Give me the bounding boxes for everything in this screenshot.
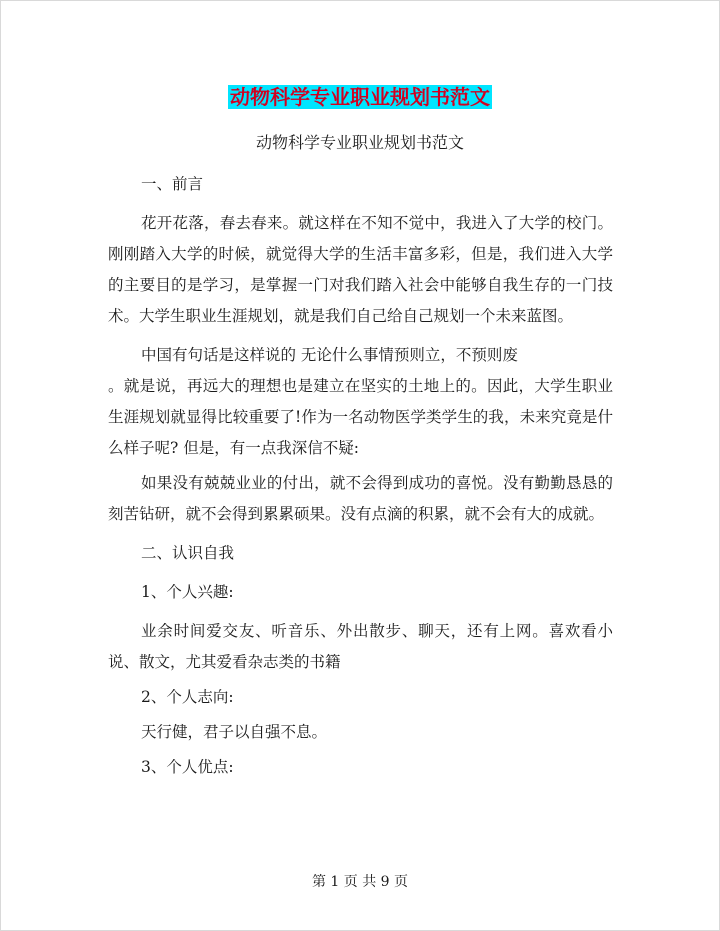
paragraph-interests: 业余时间爱交友、听音乐、外出散步、聊天，还有上网。喜欢看小说、散文，尤其爱看杂志类的书籍 [108,622,613,671]
paragraph-intro: 花开花落，春去春来。就这样在不知不觉中，我进入了大学的校门。刚刚踏入大学的时候，就觉得大学的生活丰富多彩，但是，我们进入大学的主要目的是学习，是掌握一门对我们踏入社会中能够自我生存的一门技术。大学生职业生涯规划，就是我们自己给自己规划一个未来蓝图。 [108,214,613,325]
subheading-strengths: 3、个人优点: [141,758,234,776]
paragraph-saying: 中国有句话是这样说的 无论什么事情预则立，不预则废 [141,346,518,364]
section-heading-self: 二、认识自我 [141,544,235,562]
highlighted-title: 动物科学专业职业规划书范文 [230,85,490,109]
paragraph-effort: 如果没有兢兢业业的付出，就不会得到成功的喜悦。没有勤勤恳恳的刻苦钻研，就不会得到累累硕果。没有点滴的积累，就不会有大的成就。 [108,474,613,523]
subheading-interests: 1、个人兴趣: [141,583,234,601]
title-container [1,85,719,109]
paragraph-aspiration: 天行健，君子以自强不息。 [141,723,328,741]
document-subtitle: 动物科学专业职业规划书范文 [255,133,464,152]
page-footer: 第 1 页 共 9 页 [311,874,409,890]
document-body [108,169,613,783]
subheading-aspiration: 2、个人志向: [141,688,234,706]
section-heading-preface: 一、前言 [141,175,204,193]
paragraph-saying-continued: 。就是说，再远大的理想也是建立在坚实的土地上的。因此，大学生职业生涯规划就显得比较重要了!作为一名动物医学类学生的我，未来究竟是什么样子呢? 但是，有一点我深信不疑: [108,377,613,457]
